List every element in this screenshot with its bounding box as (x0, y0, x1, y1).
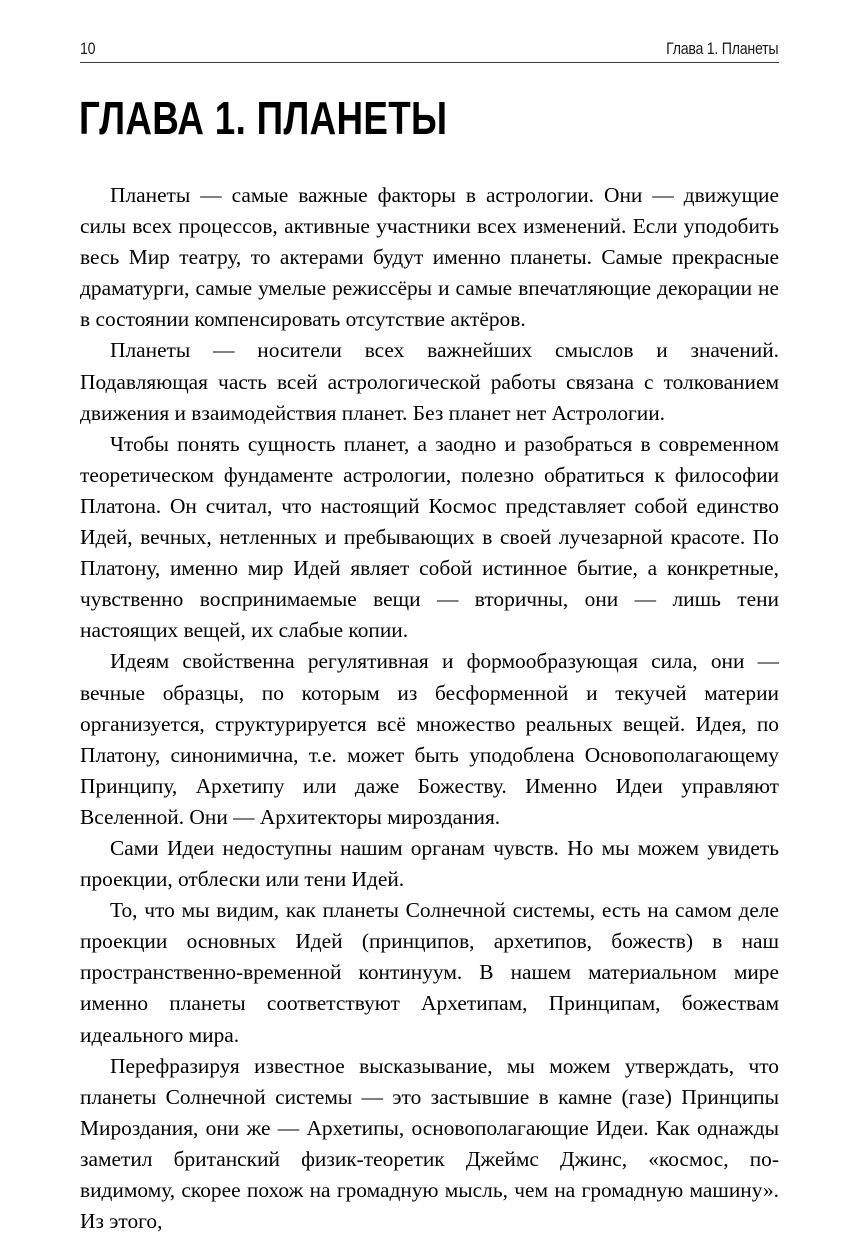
chapter-reference: Глава 1. Планеты (666, 40, 779, 58)
paragraph: Сами Идеи недоступны нашим органам чувств. Но мы можем увидеть проекции, отблески или тени Идей. (80, 835, 779, 892)
paragraph: Планеты — носители всех важнейших смыслов и значений. Подавляющая часть всей астрологической работы связана с толкованием движения и взаимодействия планет. Без планет нет Астрологии. (80, 338, 779, 425)
page-number: 10 (80, 40, 96, 58)
body-text (80, 180, 779, 1237)
paragraph: Планеты — самые важные факторы в астрологии. Они — движущие силы всех процессов, активные участники всех изменений. Если уподобить весь Мир театру, то актерами будут именно планеты. Самые прекрасные драматурги, самые умелые режиссёры и самые впечатляющие декорации не в состоянии компенсировать отсутствие актёров. (80, 183, 779, 332)
paragraph: Идеям свойственна регулятивная и формообразующая сила, они — вечные образцы, по которым из бесформенной и текучей материи организуется, структурируется всё множество реальных вещей. Идея, по Платону, синонимична, т.е. может быть уподоблена Основополагающему Принципу, Архетипу или даже Божеству. Именно Идеи управляют Вселенной. Они — Архитекторы мироздания. (80, 649, 779, 829)
page-title: ГЛАВА 1. ПЛАНЕТЫ (79, 92, 448, 144)
paragraph: Перефразируя известное высказывание, мы можем утверждать, что планеты Солнечной системы — это застывшие в камне (газе) Принципы Мироздания, они же — Архетипы, основополагающие Идеи. Как однажды заметил британский физик-теоретик Джеймс Джинс, «космос, по-видимому, скорее похож на громадную мысль, чем на громадную машину». Из этого, (80, 1053, 779, 1234)
header-divider (80, 62, 779, 63)
running-header (80, 33, 778, 59)
paragraph: То, что мы видим, как планеты Солнечной системы, есть на самом деле проекции основных Идей (принципов, архетипов, божеств) в наш пространственно-временной континуум. В нашем материальном мире именно планеты соответствуют Архетипам, Принципам, божествам идеального мира. (80, 898, 779, 1047)
paragraph: Чтобы понять сущность планет, а заодно и разобраться в современном теоретическом фундаменте астрологии, полезно обратиться к философии Платона. Он считал, что настоящий Космос представляет собой единство Идей, вечных, нетленных и пребывающих в своей лучезарной красоте. По Платону, именно мир Идей являет собой истинное бытие, а конкретные, чувственно воспринимаемые вещи — вторичны, они — лишь тени настоящих вещей, их слабые копии. (80, 431, 779, 643)
